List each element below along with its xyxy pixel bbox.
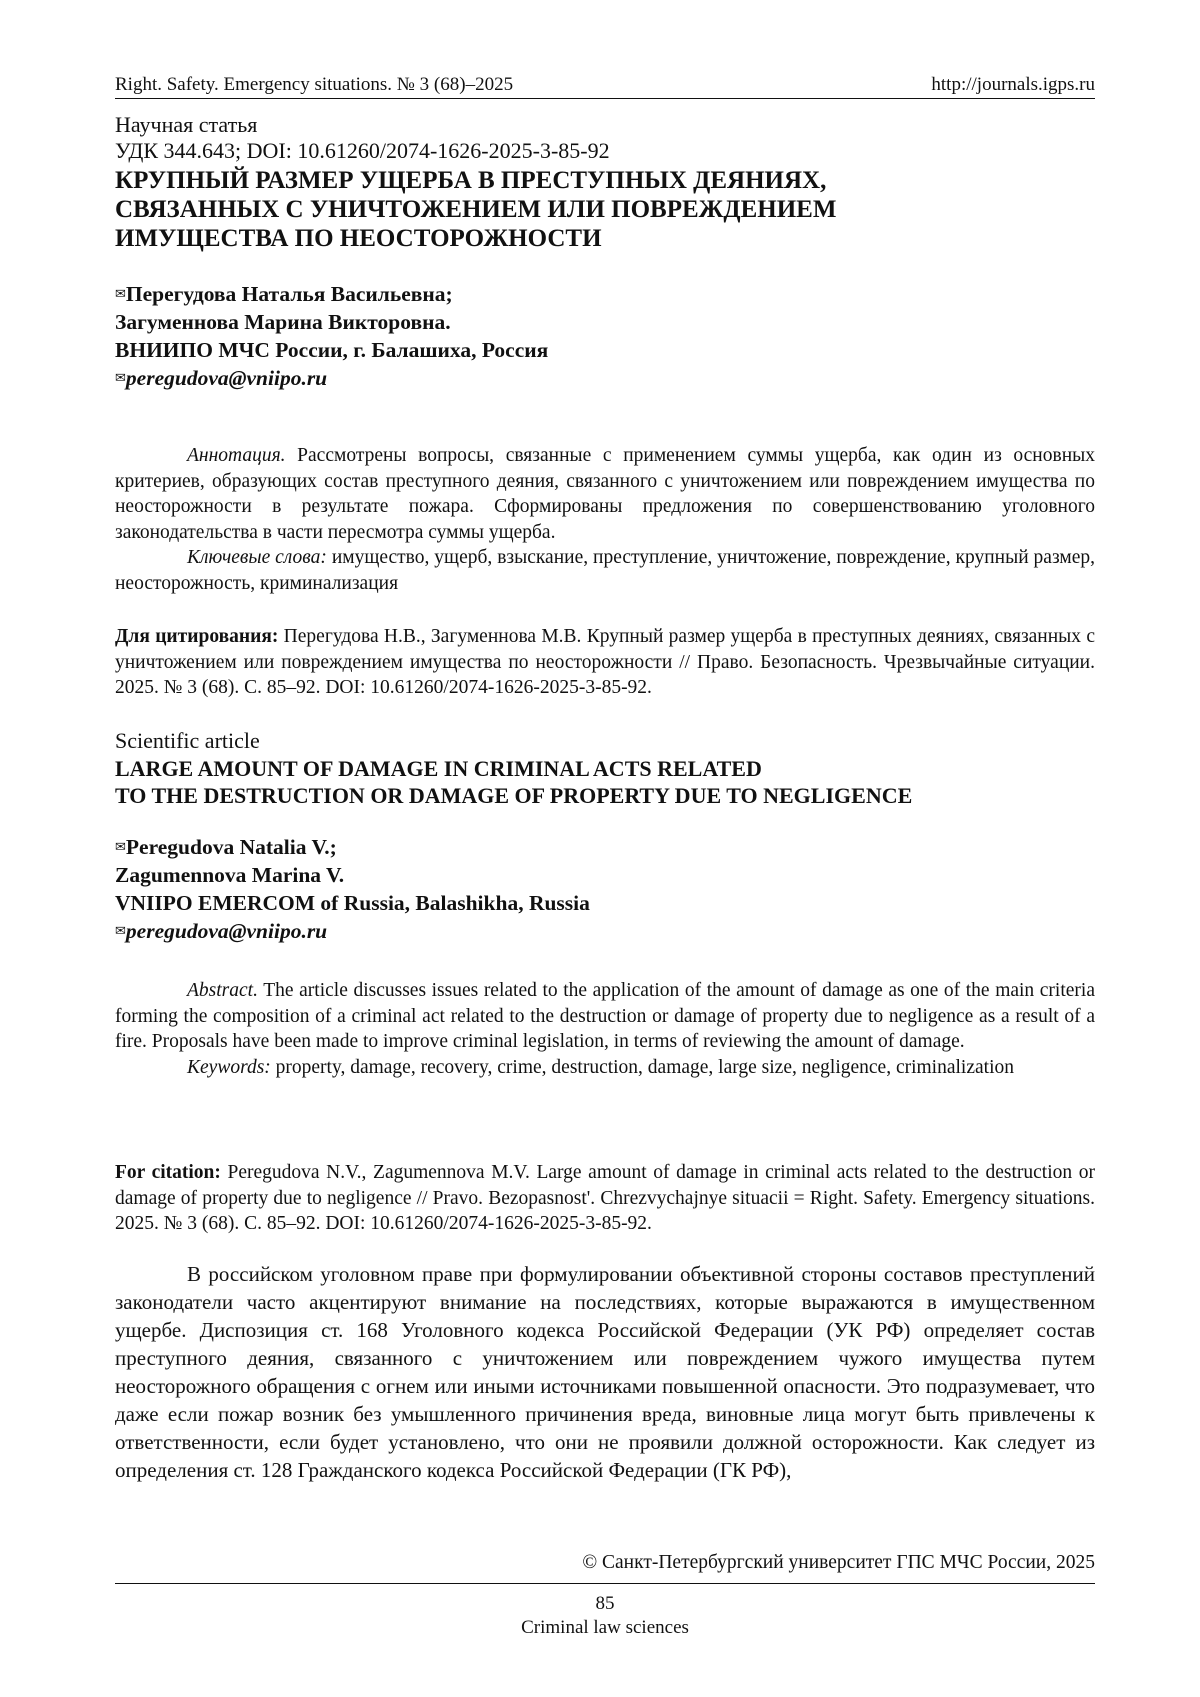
page-number: 85 bbox=[595, 1593, 615, 1614]
en-title-line: LARGE AMOUNT OF DAMAGE IN CRIMINAL ACTS RELATED bbox=[115, 756, 762, 781]
mail-icon: ✉ bbox=[115, 370, 126, 385]
mail-icon: ✉ bbox=[115, 839, 126, 854]
en-title-line: TO THE DESTRUCTION OR DAMAGE OF PROPERTY DUE TO NEGLIGENCE bbox=[115, 783, 913, 808]
journal-name: Right. Safety. Emergency situations. № 3 (68)–2025 bbox=[115, 74, 514, 95]
ru-title-line: КРУПНЫЙ РАЗМЕР УЩЕРБА В ПРЕСТУПНЫХ ДЕЯНИЯХ, bbox=[115, 167, 827, 194]
ru-title-line: ИМУЩЕСТВА ПО НЕОСТОРОЖНОСТИ bbox=[115, 225, 602, 252]
ru-affiliation: ВНИИПО МЧС России, г. Балашиха, Россия bbox=[115, 338, 549, 362]
en-abstract bbox=[115, 978, 1095, 1055]
ru-email[interactable]: peregudova@vniipo.ru bbox=[125, 366, 328, 390]
en-keywords-label: Keywords: bbox=[187, 1056, 271, 1078]
section-name: Criminal law sciences bbox=[521, 1617, 689, 1638]
en-citation-block bbox=[115, 1160, 1095, 1237]
mail-icon: ✉ bbox=[115, 923, 126, 938]
en-affiliation: VNIIPO EMERCOM of Russia, Balashikha, Russia bbox=[115, 891, 590, 915]
en-author-2: Zagumennova Marina V. bbox=[115, 863, 345, 887]
ru-author-2: Загуменнова Марина Викторовна. bbox=[115, 310, 451, 334]
ru-citation-label: Для цитирования: bbox=[115, 626, 279, 647]
ru-citation-block bbox=[115, 624, 1095, 701]
ru-citation bbox=[115, 624, 1095, 701]
en-title bbox=[115, 755, 1095, 809]
ru-abstract bbox=[115, 443, 1095, 545]
en-citation-text: Peregudova N.V., Zagumennova M.V. Large amount of damage in criminal acts related to the destruction or damage of property due to negligence // Pravo. Bezopasnost'. Chrezvychajnye situacii = Right. Safety. Emergency situations. 2025. № 3 (68). С. 85–92. DOI: 10.61260/2074-1626-2025-3-85-92. bbox=[115, 1162, 1095, 1234]
en-abstract-text: The article discusses issues related to the application of the amount of damage as one of the main criteria forming the composition of a criminal act related to the destruction or damage of property due to negligence as a result of a fire. Proposals have been made to improve criminal legislation, in terms of reviewing the amount of damage. bbox=[115, 980, 1095, 1052]
en-abstract-block bbox=[115, 978, 1095, 1080]
en-citation-label: For citation: bbox=[115, 1162, 221, 1183]
body-paragraph: В российском уголовном праве при формулировании объективной стороны составов преступлений законодатели часто акцентируют внимание на последствиях, которые выражаются в имущественном ущербе. Диспозиция ст. 168 Уголовного кодекса Российской Федерации (УК РФ) определяет состав преступного деяния, связанного с уничтожением или повреждением чужого имущества путем неосторожного обращения с огнем или иными источниками повышенной опасности. Это подразумевает, что даже если пожар возник без умышленного причинения вреда, виновные лица могут быть привлечены к ответственности, если будет установлено, что они не проявили должной осторожности. Как следует из определения ст. 128 Гражданского кодекса Российской Федерации (ГК РФ), bbox=[115, 1262, 1095, 1482]
en-email[interactable]: peregudova@vniipo.ru bbox=[125, 919, 328, 943]
ru-abstract-text: Рассмотрены вопросы, связанные с применением суммы ущерба, как один из основных критериев, образующих состав преступного деяния, связанного с уничтожением или повреждением имущества по неосторожности в результате пожара. Сформированы предложения по совершенствованию уголовного законодательства в части пересмотра суммы ущерба. bbox=[115, 445, 1095, 543]
en-abstract-label: Abstract. bbox=[187, 980, 258, 1001]
en-meta bbox=[115, 728, 1095, 754]
ru-citation-text: Перегудова Н.В., Загуменнова М.В. Крупный размер ущерба в преступных деяниях, связанных с уничтожением или повреждением имущества по неосторожности // Право. Безопасность. Чрезвычайные ситуации. 2025. № 3 (68). С. 85–92. DOI: 10.61260/2074-1626-2025-3-85-92. bbox=[115, 626, 1095, 698]
ru-keywords-text: имущество, ущерб, взыскание, преступление, уничтожение, повреждение, крупный размер, неосторожность, криминализация bbox=[115, 547, 1096, 594]
ru-keywords bbox=[115, 545, 1095, 596]
ru-keywords-label: Ключевые слова: bbox=[187, 547, 327, 568]
copyright: © Санкт-Петербургский университет ГПС МЧС России, 2025 bbox=[582, 1552, 1095, 1573]
mail-icon: ✉ bbox=[115, 286, 126, 301]
footer-divider bbox=[115, 1583, 1095, 1584]
ru-abstract-block bbox=[115, 443, 1095, 596]
en-author-1: Peregudova Natalia V.; bbox=[125, 835, 337, 859]
en-keywords-text: property, damage, recovery, crime, destruction, damage, large size, negligence, criminalization bbox=[270, 1056, 1014, 1078]
en-citation bbox=[115, 1160, 1095, 1237]
ru-article-type: Научная статья bbox=[115, 112, 258, 137]
journal-url[interactable]: http://journals.igps.ru bbox=[931, 74, 1095, 95]
ru-udk-doi: УДК 344.643; DOI: 10.61260/2074-1626-2025-3-85-92 bbox=[115, 138, 610, 163]
body-block bbox=[115, 1260, 1095, 1484]
ru-title bbox=[115, 166, 1095, 253]
running-header bbox=[115, 72, 1095, 99]
ru-title-line: СВЯЗАННЫХ С УНИЧТОЖЕНИЕМ ИЛИ ПОВРЕЖДЕНИЕМ bbox=[115, 196, 837, 223]
en-keywords bbox=[115, 1055, 1095, 1081]
ru-authors bbox=[115, 280, 1095, 392]
ru-abstract-label: Аннотация. bbox=[187, 445, 286, 466]
en-authors bbox=[115, 833, 1095, 945]
ru-meta bbox=[115, 112, 1095, 164]
en-article-type: Scientific article bbox=[115, 728, 260, 753]
ru-author-1: Перегудова Наталья Васильевна; bbox=[125, 282, 453, 306]
